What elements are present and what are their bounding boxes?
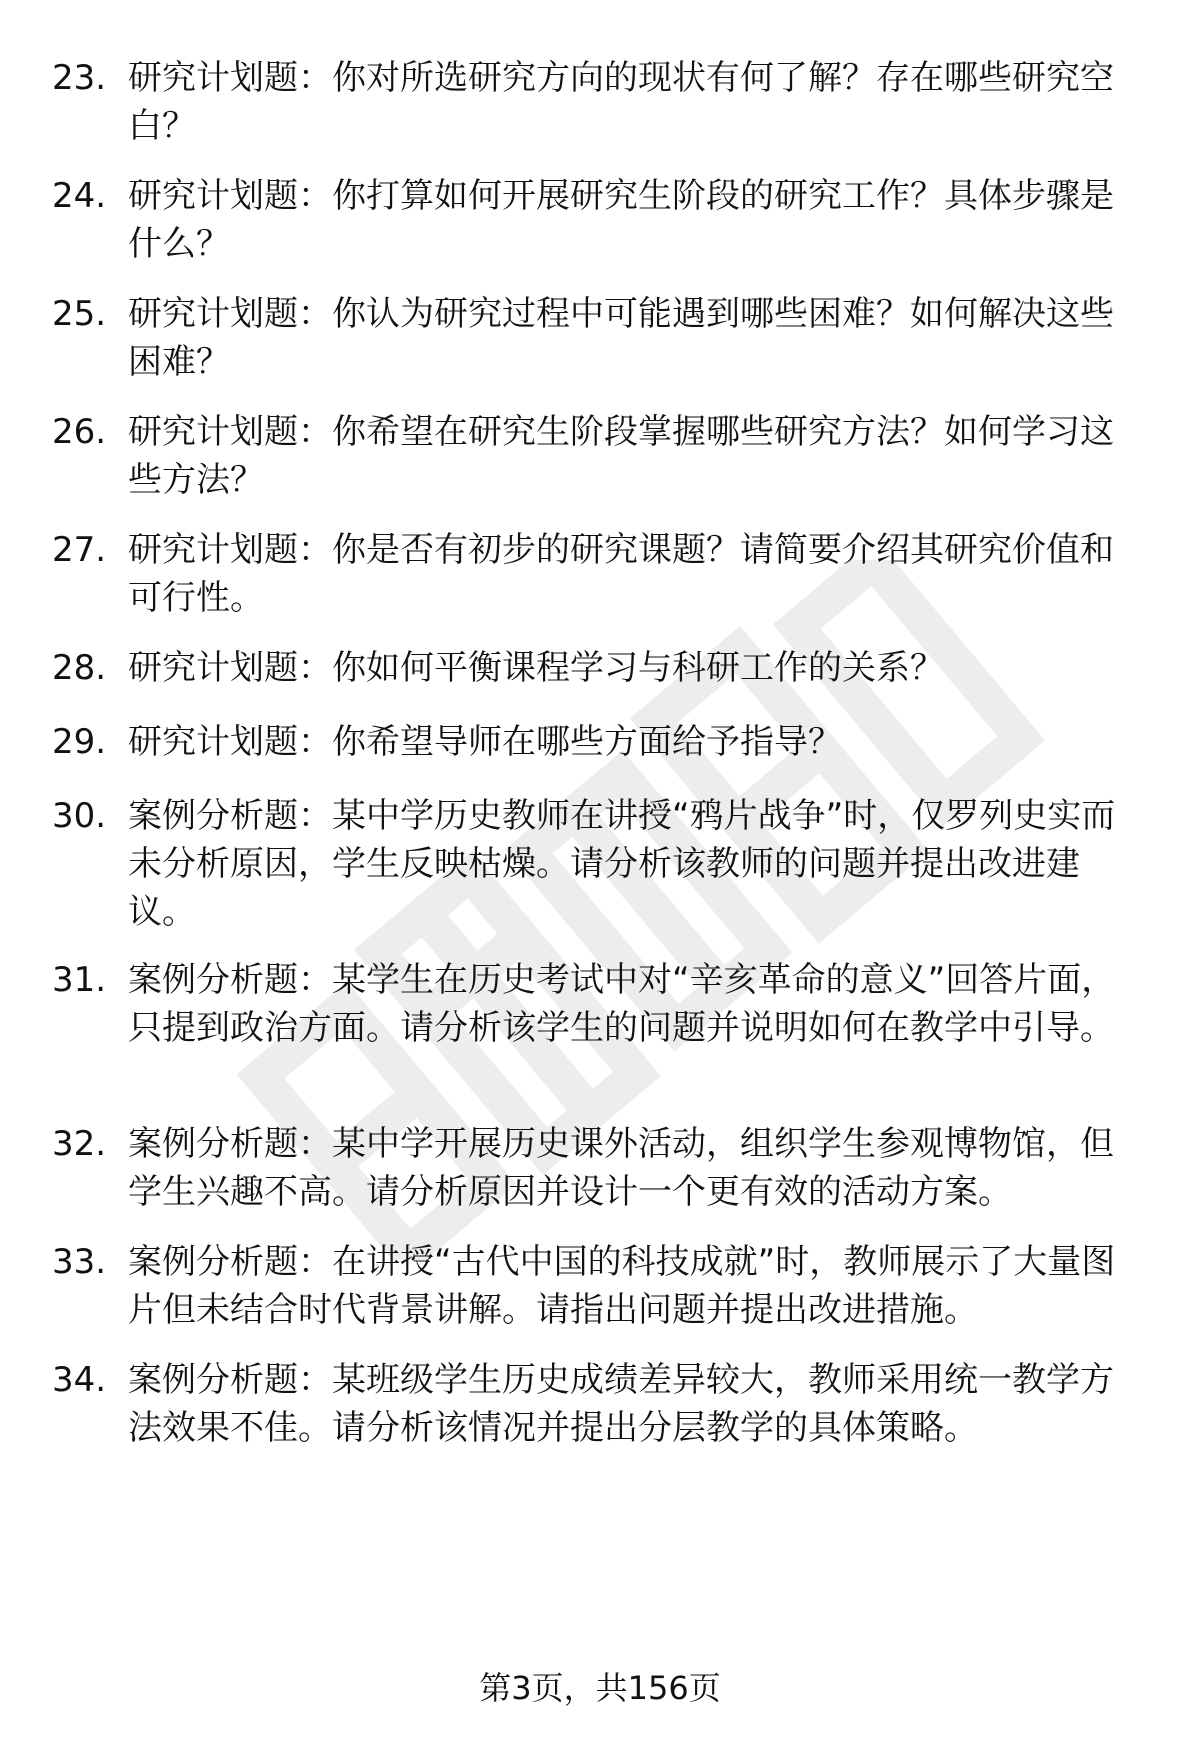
question-number: 34. — [52, 1360, 107, 1400]
question-number: 23. — [52, 58, 107, 98]
question-number: 25. — [52, 294, 107, 334]
question-text: 研究计划题：你认为研究过程中可能遇到哪些困难？如何解决这些困难？ — [128, 294, 1114, 382]
question-number: 31. — [52, 960, 107, 1000]
question-text: 研究计划题：你希望导师在哪些方面给予指导？ — [128, 722, 842, 762]
question-text: 案例分析题：在讲授“古代中国的科技成就”时，教师展示了大量图片但未结合时代背景讲解。请指出问题并提出改进措施。 — [128, 1242, 1116, 1330]
question-text: 研究计划题：你打算如何开展研究生阶段的研究工作？具体步骤是什么？ — [128, 176, 1114, 264]
question-text: 案例分析题：某中学开展历史课外活动，组织学生参观博物馆，但学生兴趣不高。请分析原因并设计一个更有效的活动方案。 — [128, 1124, 1114, 1212]
question-number: 33. — [52, 1242, 107, 1282]
question-text: 研究计划题：你希望在研究生阶段掌握哪些研究方法？如何学习这些方法？ — [128, 412, 1114, 500]
question-number: 26. — [52, 412, 107, 452]
question-number: 29. — [52, 722, 107, 762]
question-text: 研究计划题：你如何平衡课程学习与科研工作的关系？ — [128, 648, 944, 688]
question-number: 32. — [52, 1124, 107, 1164]
question-text: 研究计划题：你对所选研究方向的现状有何了解？存在哪些研究空白？ — [128, 58, 1114, 146]
question-text: 案例分析题：某学生在历史考试中对“辛亥革命的意义”回答片面，只提到政治方面。请分析该学生的问题并说明如何在教学中引导。 — [128, 960, 1116, 1048]
question-text: 案例分析题：某中学历史教师在讲授“鸦片战争”时，仅罗列史实而未分析原因，学生反映枯燥。请分析该教师的问题并提出改进建议。 — [128, 796, 1116, 932]
question-text: 研究计划题：你是否有初步的研究课题？请简要介绍其研究价值和可行性。 — [128, 530, 1114, 618]
question-number: 30. — [52, 796, 107, 836]
question-text: 案例分析题：某班级学生历史成绩差异较大，教师采用统一教学方法效果不佳。请分析该情况并提出分层教学的具体策略。 — [128, 1360, 1114, 1448]
question-number: 24. — [52, 176, 107, 216]
page-footer: 第3页，共156页 — [479, 1669, 721, 1707]
question-number: 27. — [52, 530, 107, 570]
question-number: 28. — [52, 648, 107, 688]
